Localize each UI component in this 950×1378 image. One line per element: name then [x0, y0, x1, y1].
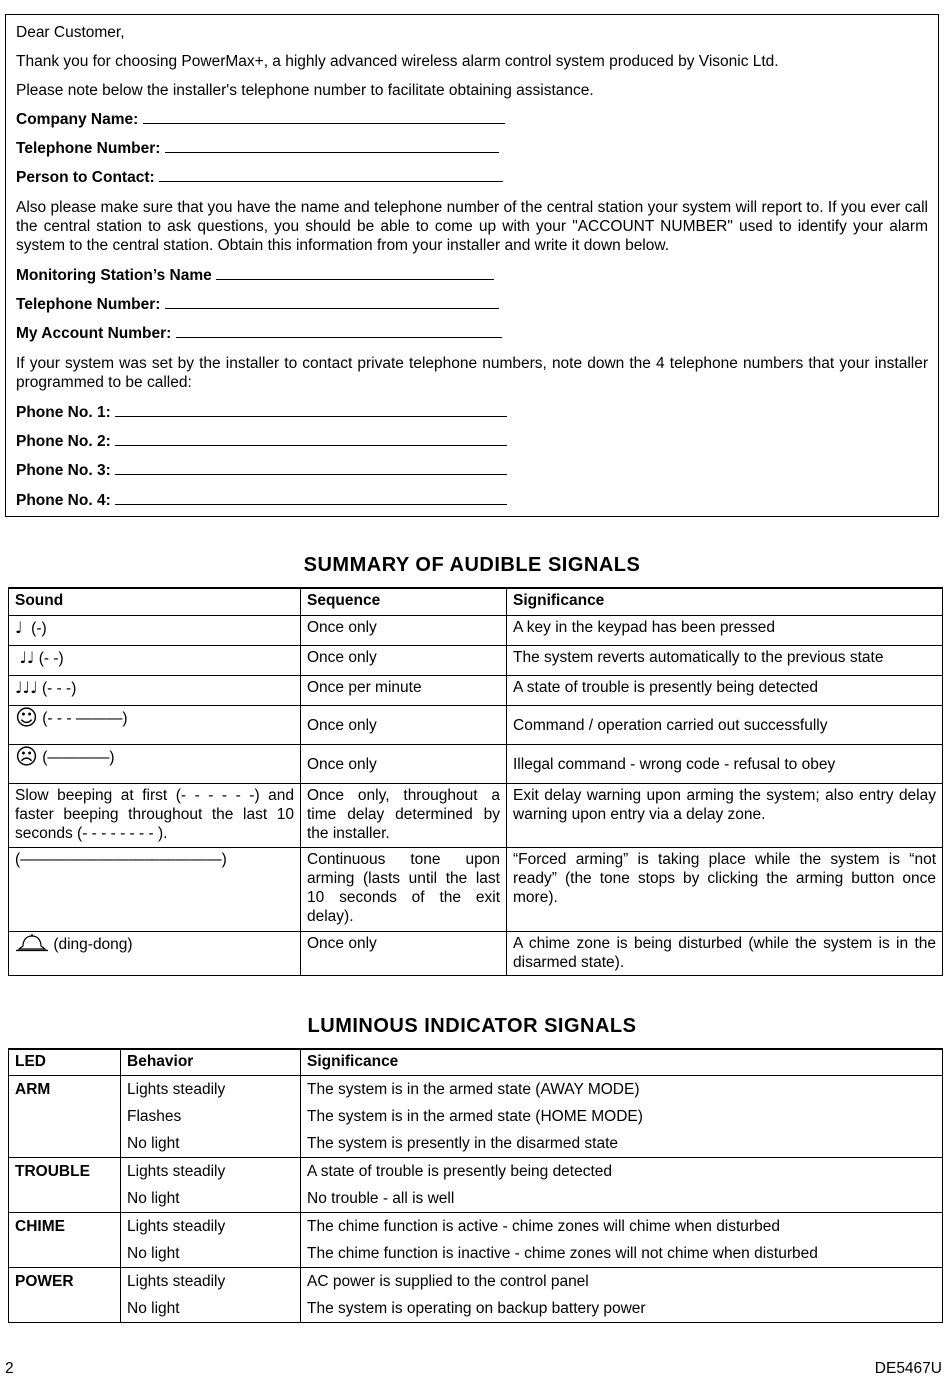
- significance-cell: Command / operation carried out successfully: [507, 705, 943, 744]
- led-arm: ARM: [9, 1075, 121, 1103]
- sound-text: (- - -): [41, 679, 77, 697]
- significance-cell: The system is in the armed state (HOME MODE): [301, 1103, 943, 1130]
- luminous-header-significance: Significance: [301, 1049, 943, 1075]
- behavior-cell: Flashes: [121, 1103, 301, 1130]
- sound-text: (- -): [38, 649, 64, 667]
- sequence-cell: Once only: [301, 931, 507, 975]
- significance-cell: The system reverts automatically to the previous state: [507, 645, 943, 675]
- triple-note-icon: ♩♩♩: [15, 677, 38, 697]
- table-row: [9, 1103, 943, 1130]
- table-row: [9, 847, 943, 931]
- double-note-icon: ♩♩: [19, 647, 35, 667]
- behavior-cell: No light: [121, 1130, 301, 1158]
- table-row: [9, 1295, 943, 1323]
- sequence-cell: Once only: [301, 615, 507, 645]
- table-row: [9, 744, 943, 783]
- bell-icon: [15, 934, 49, 952]
- sound-cell: (—————————————): [9, 847, 301, 931]
- table-row: [9, 615, 943, 645]
- audible-header-significance: Significance: [507, 588, 943, 615]
- significance-cell: A chime zone is being disturbed (while the system is in the disarmed state).: [507, 931, 943, 975]
- luminous-header-behavior: Behavior: [121, 1049, 301, 1075]
- table-row: [9, 1157, 943, 1185]
- greeting: Dear Customer,: [16, 24, 125, 41]
- significance-cell: Exit delay warning upon arming the system; also entry delay warning upon entry via a delay zone.: [507, 783, 943, 847]
- phone2-field[interactable]: [115, 444, 507, 446]
- phone1-label: Phone No. 1:: [16, 404, 111, 421]
- significance-cell: The system is presently in the disarmed state: [301, 1130, 943, 1158]
- led-trouble: TROUBLE: [9, 1157, 121, 1185]
- sequence-cell: Once only, throughout a time delay determined by the installer.: [301, 783, 507, 847]
- sequence-cell: Once only: [301, 645, 507, 675]
- sequence-cell: Once only: [301, 705, 507, 744]
- monitoring-field[interactable]: [216, 278, 494, 280]
- company-name-field[interactable]: [143, 122, 505, 124]
- significance-cell: The system is operating on backup battery power: [301, 1295, 943, 1323]
- table-row: [9, 931, 943, 975]
- account-field[interactable]: [176, 336, 502, 338]
- phone4-label: Phone No. 4:: [16, 492, 111, 509]
- sound-cell: Slow beeping at first (- - - - - -) and faster beeping throughout the last 10 seconds (- - - - - - - - ).: [9, 783, 301, 847]
- significance-cell: A state of trouble is presently being detected: [507, 675, 943, 705]
- sound-text: (-): [31, 619, 47, 637]
- phone4-field[interactable]: [115, 503, 507, 505]
- phone2-label: Phone No. 2:: [16, 433, 111, 450]
- monitoring-row: [16, 266, 928, 285]
- significance-cell: The system is in the armed state (AWAY MODE): [301, 1075, 943, 1103]
- behavior-cell: Lights steadily: [121, 1157, 301, 1185]
- account-row: [16, 324, 928, 343]
- behavior-cell: No light: [121, 1185, 301, 1213]
- significance-cell: No trouble - all is well: [301, 1185, 943, 1213]
- sound-cell: [9, 744, 301, 783]
- significance-cell: Illegal command - wrong code - refusal to obey: [507, 744, 943, 783]
- private-numbers-text: If your system was set by the installer to contact private telephone numbers, note down the 4 telephone numbers that your installer programmed to be called:: [16, 355, 928, 391]
- table-row: [9, 675, 943, 705]
- audible-title: SUMMARY OF AUDIBLE SIGNALS: [303, 554, 641, 576]
- sad-face-icon: ☹: [15, 744, 38, 770]
- telephone2-row: [16, 295, 928, 314]
- significance-cell: A key in the keypad has been pressed: [507, 615, 943, 645]
- company-name-label: Company Name:: [16, 111, 139, 128]
- telephone-label: Telephone Number:: [16, 140, 161, 157]
- sound-text: (- - - ———): [42, 709, 128, 727]
- behavior-cell: No light: [121, 1240, 301, 1268]
- behavior-cell: Lights steadily: [121, 1212, 301, 1240]
- behavior-cell: Lights steadily: [121, 1075, 301, 1103]
- phone2-row: [16, 432, 928, 451]
- table-row: [9, 645, 943, 675]
- also-please-text: Also please make sure that you have the name and telephone number of the central station your system will report to. If you ever call the central station to ask questions, you should be able to come up with your "ACCOUNT NUMBER" used to identify your alarm system to the central station. Obtain this information from your installer and write it down below.: [16, 199, 928, 254]
- sound-cell: [9, 615, 301, 645]
- significance-cell: A state of trouble is presently being detected: [301, 1157, 943, 1185]
- sequence-cell: Once only: [301, 744, 507, 783]
- sound-cell: [9, 675, 301, 705]
- page-number: 2: [5, 1360, 14, 1377]
- led-power: POWER: [9, 1267, 121, 1295]
- person-field[interactable]: [159, 180, 503, 182]
- table-row: [9, 783, 943, 847]
- thanks-text: Thank you for choosing PowerMax+, a highly advanced wireless alarm control system produced by Visonic Ltd.: [16, 53, 779, 70]
- significance-cell: The chime function is inactive - chime zones will not chime when disturbed: [301, 1240, 943, 1268]
- doc-code: DE5467U: [874, 1360, 942, 1377]
- significance-cell: AC power is supplied to the control panel: [301, 1267, 943, 1295]
- sequence-cell: Once per minute: [301, 675, 507, 705]
- phone3-row: [16, 461, 928, 480]
- table-row: [9, 1075, 943, 1103]
- audible-header-sequence: Sequence: [301, 588, 507, 615]
- sound-cell: [9, 705, 301, 744]
- behavior-cell: No light: [121, 1295, 301, 1323]
- monitoring-label: Monitoring Station’s Name: [16, 267, 212, 284]
- sequence-cell: Continuous tone upon arming (lasts until the last 10 seconds of the exit delay).: [301, 847, 507, 931]
- luminous-table: [8, 1048, 943, 1323]
- table-row: [9, 1185, 943, 1213]
- led-chime: CHIME: [9, 1212, 121, 1240]
- phone1-row: [16, 403, 928, 422]
- phone1-field[interactable]: [115, 415, 507, 417]
- table-row: [9, 1212, 943, 1240]
- telephone-field[interactable]: [165, 151, 499, 153]
- significance-cell: The chime function is active - chime zones will chime when disturbed: [301, 1212, 943, 1240]
- person-label: Person to Contact:: [16, 169, 155, 186]
- happy-face-icon: ☺: [15, 705, 38, 731]
- luminous-title: LUMINOUS INDICATOR SIGNALS: [307, 1015, 637, 1037]
- luminous-header-led: LED: [9, 1049, 121, 1075]
- person-row: [16, 168, 928, 187]
- telephone-row: [16, 139, 928, 158]
- telephone2-label: Telephone Number:: [16, 296, 161, 313]
- sound-text: (ding-dong): [53, 935, 133, 953]
- sound-cell: [9, 931, 301, 975]
- phone4-row: [16, 491, 928, 510]
- table-row: [9, 705, 943, 744]
- behavior-cell: Lights steadily: [121, 1267, 301, 1295]
- account-label: My Account Number:: [16, 325, 172, 342]
- audible-table: [8, 587, 943, 976]
- customer-info-box: [5, 14, 939, 517]
- table-row: [9, 1240, 943, 1268]
- phone3-label: Phone No. 3:: [16, 462, 111, 479]
- sound-text: (————): [42, 748, 115, 766]
- phone3-field[interactable]: [115, 473, 507, 475]
- company-name-row: [16, 110, 928, 129]
- audible-header-sound: Sound: [9, 588, 301, 615]
- significance-cell: “Forced arming” is taking place while the system is “not ready” (the tone stops by clicking the arming button once more).: [507, 847, 943, 931]
- table-row: [9, 1267, 943, 1295]
- telephone2-field[interactable]: [165, 307, 499, 309]
- sound-cell: [9, 645, 301, 675]
- installer-note: Please note below the installer's telephone number to facilitate obtaining assistance.: [16, 82, 594, 99]
- table-row: [9, 1130, 943, 1158]
- single-note-icon: ♩: [15, 617, 23, 637]
